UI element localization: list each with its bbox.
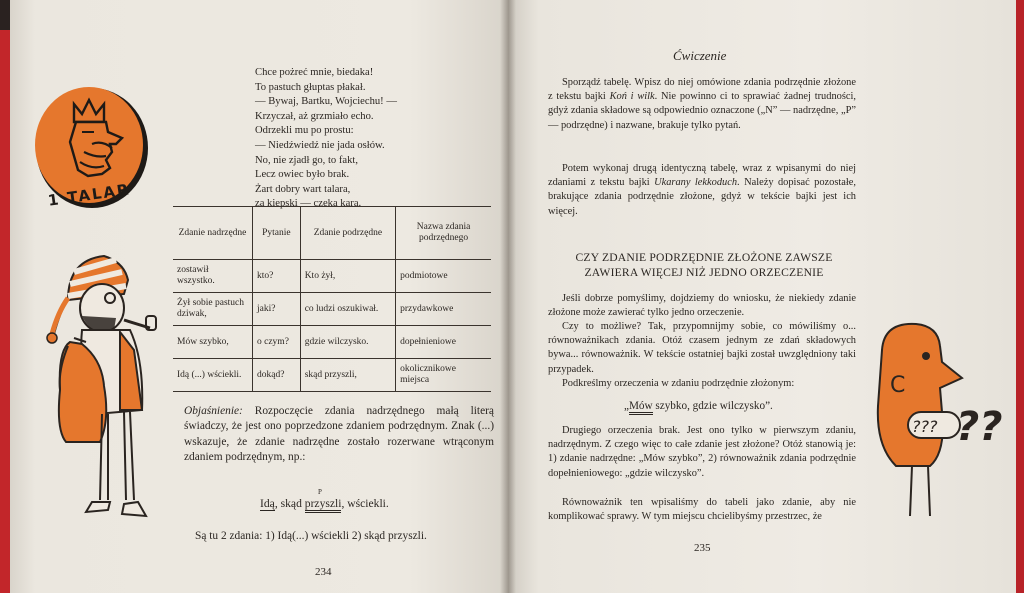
table-cell: przydawkowe [396,293,491,326]
table-cell: gdzie wilczysko. [300,326,395,359]
sentence-rest: szybko, gdzie wilczysko”. [652,400,773,412]
poem-line: Chce pożreć mnie, biedaka! [255,67,374,78]
two-clauses-line: Są tu 2 zdania: 1) Idą(...) wściekli 2) skąd przyszli. [195,530,427,542]
right-page [508,0,1016,593]
poem-line: — Niedźwiedź nie jada osłów. [255,139,385,151]
table-cell: skąd przyszli, [300,359,395,392]
table-cell: Idą (...) wściekli. [173,359,253,392]
table-header: Nazwa zdania podrzędnego [396,207,491,260]
exercise-paragraph-1 [548,76,856,133]
example-sub-clause: przyszli [305,497,342,513]
face-letter: C [890,373,906,398]
poem-line: Krzyczał, aż grzmiało echo. [255,110,374,122]
predicate-marker: P [318,488,322,496]
fable-title: Koń i wilk [609,91,655,103]
example-main-clause: Idą [260,497,275,510]
poem-line: za kiepski — czeka kara. [255,198,362,210]
table-cell: zostawił wszystko. [173,260,253,293]
exercise-title: Ćwiczenie [673,48,727,63]
table-header-row [173,207,491,260]
paragraph-text: Potem wykonaj drugą identyczną tabelę, wraz z wpisanymi do niej zdaniami z tekstu bajki [548,163,856,189]
page-number-left: 234 [315,566,332,578]
explanation-paragraph [184,404,494,466]
poem [255,66,455,212]
table-row [173,326,491,359]
table-cell: dokąd? [253,359,301,392]
table-header: Pytanie [253,207,301,260]
paragraph-text: . Nie powinno ci to sprawiać żadnej trudności, gdyż zdania składowe są odpowiednio oznaczone („N” — nadrzędne, „P” — podrzędne) i nazwane, brakuje tylko pytań. [548,91,856,131]
poem-line: Lecz owiec było brak. [255,169,350,181]
explanation-text: Rozpoczęcie zdania nadrzędnego małą literą świadczy, że jest ono poprzedzone zdaniem podrzędnym. Znak (...) wskazuje, że zdanie nadrzędne zostało rozerwane wtrąconym zdaniem podrzędnym, np.: [184,405,494,464]
page-number-right: 235 [694,542,711,554]
big-question-marks: ?? [956,404,1003,450]
table-cell: jaki? [253,293,301,326]
example-sentence [260,488,389,510]
quote-open: „ [624,400,629,412]
table-cell: o czym? [253,326,301,359]
explanation-label: Objaśnienie: [184,405,243,417]
table-cell: Żył sobie pastuch dziwak, [173,293,253,326]
exercise-paragraph-2 [548,162,856,219]
table-cell: Mów szybko, [173,326,253,359]
fable-title: Ukarany lekkoduch [654,177,738,189]
poem-line: Odrzekli mu po prostu: [255,125,354,137]
paragraph-5: Podkreślmy orzeczenia w zdaniu podrzędnie złożonym: [562,378,795,389]
paragraph-4: Czy to możliwe? Tak, przypomnijmy sobie, co mówiliśmy o... równoważnikach zdania. Otóż czasem jednym ze zdań składowych bywa... równoważnik. W tekście ostatniej bajki został uwzględniony taki przypadek. [548,321,856,375]
poem-line: Żart dobry wart talara, [255,183,351,195]
paragraph-text: Sporządź tabelę. Wpisz do niej omówione zdania podrzędnie złożone z tekstu bajki [548,77,856,103]
talar-coin-illustration [32,82,162,232]
thinking-head-illustration [868,316,1008,526]
paragraph-text: . Należy dopisać pozostałe, brakujące zdania podrzędnie złożone, gdyż w tekście bajki jest ich więcej. [548,177,857,217]
sentence-verb: Mów [629,400,653,415]
underlined-sentence [624,400,773,412]
table-header: Zdanie nadrzędne [173,207,253,260]
mouth-question-marks: ??? [912,417,938,436]
table-row [173,260,491,293]
table-cell: dopełnieniowe [396,326,491,359]
table-cell: okolicznikowe miejsca [396,359,491,392]
table-cell: kto? [253,260,301,293]
left-page [10,0,510,593]
paragraph-3: Jeśli dobrze pomyślimy, dojdziemy do wniosku, że niekiedy zdanie złożone może zawierać tylko jedno orzeczenie. [548,293,856,319]
coin-text: 1 TALAR [46,180,132,210]
paragraph-7: Równoważnik ten wpisaliśmy do tabeli jako zdanie, aby nie komplikować sprawy. W tym miejscu chcielibyśmy przestrzec, że [548,497,856,523]
paragraph-6: Drugiego orzeczenia brak. Jest ono tylko w pierwszym zdaniu, nadrzędnym. Z czego więc to całe zdanie jest złożone? Otóż stanowią je: 1) zdanie nadrzędne: „Mów szybko”, 2) równoważnik zdania podrzędnie dopełnieniowego: „gdzie wilczysko”. [548,425,856,479]
table-header: Zdanie podrzędne [300,207,395,260]
book-gutter [500,0,516,593]
table-cell: podmiotowe [396,260,491,293]
section-heading: CZY ZDANIE PODRZĘDNIE ZŁOŻONE ZAWSZE ZAWIERA WIĘCEJ NIŻ JEDNO ORZECZENIE [575,251,833,280]
example-connector: , skąd [274,497,305,510]
table-cell: Kto żył, [300,260,395,293]
poem-line: — Bywaj, Bartku, Wojciechu! — [255,96,397,108]
table-row [173,293,491,326]
shepherd-illustration [38,250,178,550]
table-cell: co ludzi oszukiwał. [300,293,395,326]
clause-table [173,206,491,392]
poem-line: To pastuch głuptas płakał. [255,81,366,93]
poem-line: No, nie zjadł go, to fakt, [255,154,358,166]
table-row [173,359,491,392]
example-end: , wściekli. [341,497,389,510]
